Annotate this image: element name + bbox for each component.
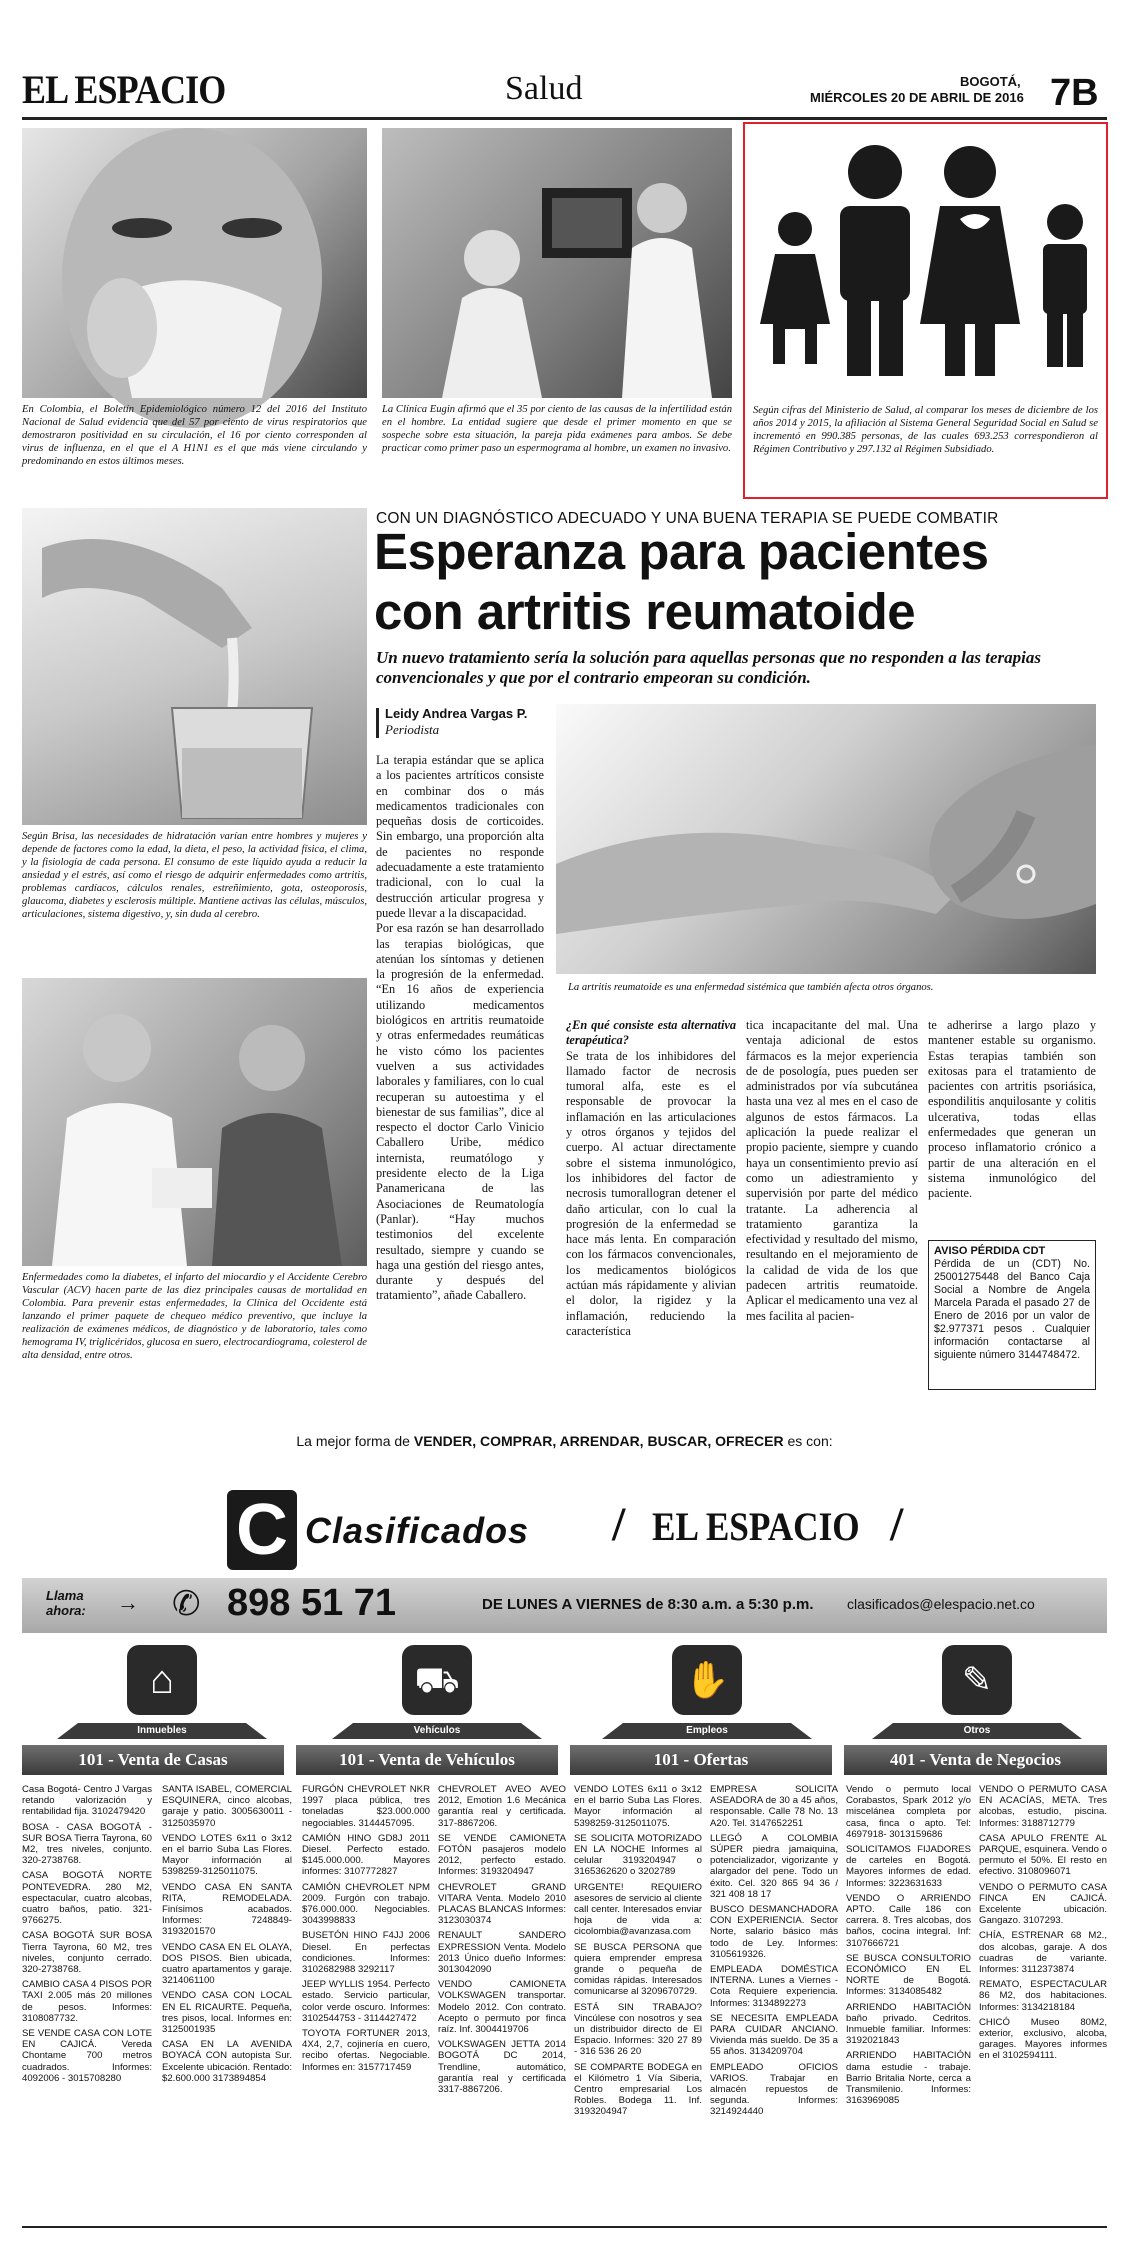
cat-label-vehiculos: Vehículos <box>413 1725 461 1736</box>
classified-ad: Vendo o permuto local Corabastos, Spark 2012 y/o miscelánea completa por casa, finca o apto. Tel: 4697918- 3013159686 <box>846 1784 971 1840</box>
classified-ad: ARRIENDO HABITACIÓN baño privado. Cedritos. Inmueble familiar. Informes: 3192021843 <box>846 2001 971 2047</box>
logo-c-letter: C <box>227 1490 297 1570</box>
classified-ad: CAMIÓN CHEVROLET NPM 2009. Furgón con trabajo. $76.000.000. Negociables. 3043998833 <box>302 1881 430 1927</box>
bottom-rule <box>22 2226 1107 2228</box>
water-glass-icon <box>22 508 367 825</box>
classified-ad: SE BUSCA CONSULTORIO ECONÓMICO EN EL NORTE de Bogotá. Informes: 3134085482 <box>846 1952 971 1998</box>
section-header-vehiculos: 101 - Venta de Vehículos <box>296 1745 558 1775</box>
classified-ad: CASA APULO FRENTE AL PARQUE, esquinera. Vendo o permuto el 50%. El resto en efectivo. 3108096071 <box>979 1832 1107 1878</box>
cat-tab-inmuebles <box>57 1645 267 1745</box>
article-col3: tica incapacitante del mal. Una ventaja adicional de estos fármacos es la mejor experiencia de de posología, pues pueden ser administrados por vía subcutánea hasta una vez al mes en el caso de algunos de estos fármacos. La aplicación la puede realizar el propio paciente, siempre y cuando haya un consentimiento previo así como un adiestramiento y supervisión por parte del médico tratante. La adherencia al tratamiento garantiza la efectividad y resultado del mismo, resultando en el mejoramiento de la calidad de vida de los que padecen artritis reumatoide. Aplicar el medicamento una vez al mes facilita al pacien- <box>746 1018 918 1323</box>
classified-ad: SE BUSCA PERSONA que quiera emprender empresa grande o pequeña de comidas rápidas. Interesados comunicarse al 3209670729. <box>574 1941 702 1998</box>
woman-flu-photo <box>22 128 367 398</box>
clasificados-logo <box>227 1490 617 1570</box>
classified-ad: VENDO CASA EN SANTA RITA, REMODELADA. Finísimos acabados. Informes: 7248849-3193201570 <box>162 1881 292 1938</box>
clinic-photo <box>382 128 732 398</box>
classified-ad: CAMBIO CASA 4 PISOS POR TAXI 2.005 más 20 millones de pesos. Informes: 3108087732. <box>22 1979 152 2024</box>
classified-ad: BUSCO DESMANCHADORA CON EXPERIENCIA. Sector Norte, salario básico más todo de Ley. Informes: 3105619326. <box>710 1904 838 1960</box>
col1-para2: Por esa razón se han desarrollado las terapias biológicas, que atenúan los síntomas y detienen la progresión de la enfermedad. “En 16 años de experiencia utilizando medicamentos biológicos en artritis reumatoide y otras enfermedades reumáticas he visto cómo los pacientes vuelven a sus actividades laborales y familiares, con lo cual recuperan su autoestima y el bienestar de sus familias”, dice al respecto el doctor Carlo Vinicio Caballero Uribe, médico internista, reumatólogo y presidente electo de la Liga Panamericana de las Asociaciones de Reumatología (Panlar). “Hay muchos testimonios del excelente resultado, siempre y cuando se haga una gestión del riesgo antes, durante y después del tratamiento”, añade Caballero. <box>376 921 544 1303</box>
classified-ad: LLEGÓ A COLOMBIA SÚPER piedra jamaiquina, potencializador, vigorizante y alargador del pene. Todo un éxito. Cel. 320 865 94 36 / 321 408 18 17 <box>710 1832 838 1900</box>
office-hours: DE LUNES A VIERNES de 8:30 a.m. a 5:30 p.m. <box>482 1596 814 1613</box>
classified-ad: VENDO O PERMUTO CASA EN ACACÍAS, META. Tres alcobas, estudio, piscina. Informes: 3188712779 <box>979 1784 1107 1829</box>
hands-photo <box>556 704 1096 974</box>
classified-ad: ARRIENDO HABITACIÓN dama estudie - trabaje. Barrio Britalia Norte, cerca a Transmilenio. Informes: 3163969085 <box>846 2050 971 2107</box>
classified-ad: SE COMPARTE BODEGA en el Kilómetro 1 Vía Siberia, Centro empresarial Los Robles. Bodega 11. Inf. 3193204947 <box>574 2061 702 2118</box>
section-header-ofertas: 101 - Ofertas <box>570 1745 832 1775</box>
classified-ad: CHEVROLET GRAND VITARA Venta. Modelo 2010 PLACAS BLANCAS Informes: 3123030374 <box>438 1881 566 1927</box>
classified-ad: CHICÓ Museo 80M2, exterior, exclusivo, alcoba, garages. Mayores informes en el 3102594111. <box>979 2016 1107 2062</box>
arthritic-hands-icon <box>556 704 1096 974</box>
slash-1: / <box>612 1498 626 1551</box>
house-icon: ⌂ <box>127 1645 197 1715</box>
phone-number[interactable]: 898 51 71 <box>227 1582 397 1624</box>
ads-col-2 <box>162 1784 292 2224</box>
aviso-title: AVISO PÉRDIDA CDT <box>934 1245 1046 1257</box>
article-col2 <box>566 1018 736 1338</box>
caption-hydration: Según Brisa, las necesidades de hidratación varían entre hombres y mujeres y depende de factores como la edad, la dieta, el peso, la actividad física, el clima, y la fisiología de cada persona. El consumo de este líquido ayuda a reducir la ansiedad y el estrés, así como el riesgo de adquirir enfermedades como artritis, problemas cardíacos, cálculos renales, estreñimiento, gota, osteoporosis, glaucoma, diabetes y esclerosis múltiple. Mantiene activas las células, músculos, articulaciones, sistema digestivo, y, sin duda al cerebro. <box>22 831 367 920</box>
clasificados-brand: EL ESPACIO <box>652 1504 860 1549</box>
byline-bar <box>376 708 379 738</box>
tagline-pre: La mejor forma de <box>296 1433 414 1449</box>
woman-sneezing-icon <box>22 128 367 398</box>
classified-ad: VENDO O ARRIENDO APTO. Calle 186 con carrera. 8. Tres alcobas, dos baños, cocina integral. Inf: 3107666721 <box>846 1892 971 1949</box>
classified-ad: CAMIÓN HINO GD8J 2011 Diesel. Perfecto estado. $145.000.000. Mayores informes: 3107772827 <box>302 1832 430 1878</box>
ads-col-3 <box>302 1784 430 2224</box>
cat-label-otros: Otros <box>963 1725 991 1736</box>
water-photo <box>22 508 367 825</box>
classified-ad: SANTA ISABEL, COMERCIAL ESQUINERA, cinco alcobas, garaje y patio. 3005630011 - 3125035970 <box>162 1784 292 1829</box>
tagline-bold: VENDER, COMPRAR, ARRENDAR, BUSCAR, OFRECER <box>413 1433 784 1449</box>
caption-flu: En Colombia, el Boletín Epidemiológico número 12 del 2016 del Instituto Nacional de Salud evidencia que del 57 por ciento de virus respiratorios que demostraron positividad en su circulación, el 16 por ciento corresponden al virus de influenza, en el que el A H1N1 es el que más viene circulando y predominando en estos últimos meses. <box>22 404 367 467</box>
header-rule <box>22 117 1107 120</box>
tag-icon: ✎ <box>942 1645 1012 1715</box>
classified-ad: CASA BOGOTÁ NORTE PONTEVEDRA. 280 M2, espectacular, cuatro alcobas, cuatro baños, patio. 321-9766275. <box>22 1870 152 1927</box>
classified-ad: ESTÁ SIN TRABAJO? Vincúlese con nosotros y sea un distribuidor directo de El Espacio. Informes: 320 27 89 - 316 536 26 20 <box>574 2001 702 2058</box>
header-city: BOGOTÁ, <box>960 74 1021 89</box>
classified-ad: VENDO LOTES 6x11 o 3x12 en el barrio Suba Las Flores. Mayor información al 5398259-3125011075. <box>574 1784 702 1829</box>
headline-line2: con artritis reumatoide <box>374 583 916 640</box>
classified-ad: FURGÓN CHEVROLET NKR 1997 placa pública, tres toneladas $23.000.000 negociables. 3144457095. <box>302 1784 430 1829</box>
classified-ad: SOLICITAMOS FIJADORES de carteles en Bogotá. Mayores informes de edad. Informes: 3223631633 <box>846 1844 971 1889</box>
author-name: Leidy Andrea Vargas P. <box>385 706 528 721</box>
contact-bar <box>22 1578 1107 1633</box>
classified-ad: SE NECESITA EMPLEADA PARA CUIDAR ANCIANO. Vivienda más sueldo. De 35 a 55 años. 3134209704 <box>710 2012 838 2058</box>
classified-ad: JEEP WYLLIS 1954. Perfecto estado. Servicio particular, color verde oscuro. Informes: 3102544753 - 3114427472 <box>302 1979 430 2024</box>
ads-col-8 <box>979 1784 1107 2224</box>
classified-ad: BUSETÓN HINO F4JJ 2006 Diesel. En perfectas condiciones. Informes: 3102682988 3292117 <box>302 1930 430 1976</box>
family-box <box>743 122 1108 499</box>
cat-tab-empleos <box>602 1645 812 1745</box>
section-header-casas: 101 - Venta de Casas <box>22 1745 284 1775</box>
caption-affiliation: Según cifras del Ministerio de Salud, al comparar los meses de diciembre de los años 2014 y 2015, la afiliación al Sistema General Seguridad Social en Salud se incrementó en 990.385 personas, de las cuales 693.253 correspondieron al Régimen Contributivo y 297.132 al Régimen Subsidiado. <box>753 405 1098 455</box>
cat-tab-otros <box>872 1645 1082 1745</box>
header-date: MIÉRCOLES 20 DE ABRIL DE 2016 <box>810 90 1024 105</box>
article-deck: Un nuevo tratamiento sería la solución para aquellas personas que no responden a las terapias convencionales y que por el contrario empeoran su condición. <box>376 648 1041 687</box>
cat-tab-vehiculos <box>332 1645 542 1745</box>
caption-infertility: La Clínica Eugin afirmó que el 35 por ciento de las causas de la infertilidad están en el hombre. La entidad sugiere que desde el primer momento en que se sospeche sobre esta situación, la pareja pida exámenes para ambos. Se debe practicar como primer paso un espermograma al hombre, un examen no invasivo. <box>382 404 732 454</box>
phone-icon: ✆ <box>172 1585 201 1623</box>
classified-ad: CASA EN LA AVENIDA BOYACÁ CON autopista Sur. Excelente ubicación. Rentado: $2.600.000 3173894854 <box>162 2039 292 2084</box>
classified-ad: EMPLEADO OFICIOS VARIOS. Trabajar en almacén repuestos de segunda. Informes: 3214924440 <box>710 2061 838 2118</box>
ads-col-6 <box>710 1784 838 2224</box>
subhead-question: ¿En qué consiste esta alternativa terapéutica? <box>566 1018 736 1048</box>
headline-line1: Esperanza para pacientes <box>374 523 989 580</box>
cat-label-empleos: Empleos <box>686 1725 728 1736</box>
doctor-ultrasound-icon <box>382 128 732 398</box>
classified-ad: CHEVROLET AVEO AVEO 2012, Emotion 1.6 Mecánica garantía real y certificada. 317-8867206. <box>438 1784 566 1829</box>
aviso-body: Pérdida de un (CDT) No. 25001275448 del Banco Caja Social a Nombre de Angela Marcela Parada el pasado 27 de Enero de 2016 por un valor de $2.977371 pesos . Cualquier información contactarse al siguiente número 3144748472. <box>934 1258 1090 1361</box>
arrow-right-icon: → <box>117 1590 139 1615</box>
author-role: Periodista <box>385 722 440 737</box>
classified-ad: REMATO, ESPECTACULAR 86 M2, dos habitaciones. Informes: 3134218184 <box>979 1979 1107 2013</box>
car-icon: ⛟ <box>402 1645 472 1715</box>
classified-ad: URGENTE! REQUIERO asesores de servicio al cliente call center. Interesados enviar hoja de vida a: cicolombia@avanzasa.com <box>574 1881 702 1938</box>
col2-text: Se trata de los inhibidores del llamado factor de necrosis tumoral alfa, este es el responsable de provocar la inflamación en las articulaciones y otros órganos y tejidos del cuerpo. Al actuar directamente sobre el sistema inmunológico, los inhibidores del factor de necrosis tumorallogran detener el daño articular, con lo cual la progresión de la enfermedad se hace más lenta. En comparación con los fármacos convencionales, los medicamentos biológicos actúan más rápidamente y alivian el dolor, la rigidez y la inflamación, reduciendo la característica <box>566 1048 736 1338</box>
classified-ad: TOYOTA FORTUNER 2013, 4X4, 2,7, cojinería en cuero, recibo ofertas. Negociable. Informes en: 3157717459 <box>302 2028 430 2073</box>
classified-ad: EMPRESA SOLICITA ASEADORA de 30 a 45 años, responsable. Calle 78 No. 13 A20. Tel. 3147652251 <box>710 1784 838 1829</box>
masthead-brand: EL ESPACIO <box>22 67 226 112</box>
classified-ad: Casa Bogotá- Centro J Vargas retando valorización y rentabilidad fija. 3102479420 <box>22 1784 152 1818</box>
tagline <box>22 1433 1107 1449</box>
doctor-patient-photo <box>22 978 367 1266</box>
ads-col-7 <box>846 1784 971 2224</box>
article-col1 <box>376 753 544 1323</box>
ads-col-5 <box>574 1784 702 2224</box>
classified-ad: EMPLEADA DOMÉSTICA INTERNA. Lunes a Viernes - Cota Requiere experiencia. Informes: 3134892273 <box>710 1964 838 2009</box>
col1-para1: La terapia estándar que se aplica a los pacientes artríticos consiste en combinar dos o más medicamentos tradicionales con pequeñas dosis de corticoides. Sin embargo, una proporción alta de pacientes no responde adecuadamente a este tratamiento tradicional, con lo cual la destrucción articular progresa y puede llevar a la discapacidad. <box>376 753 544 920</box>
classified-ad: SE VENDE CAMIONETA FOTÓN pasajeros modelo 2012, perfecto estado. Informes: 3193204947 <box>438 1832 566 1878</box>
classified-ad: SE SOLICITA MOTORIZADO EN LA NOCHE Informes al celular 3193204947 o 3165362620 o 3202789 <box>574 1832 702 1878</box>
article-kicker: CON UN DIAGNÓSTICO ADECUADO Y UNA BUENA TERAPIA SE PUEDE COMBATIR <box>376 510 999 527</box>
caption-arthritis: La artritis reumatoide es una enfermedad sistémica que también afecta otros órganos. <box>568 982 934 993</box>
tagline-post: es con: <box>783 1433 833 1449</box>
classified-ad: SE VENDE CASA CON LOTE EN CAJICÁ. Vereda Chontame 700 metros cuadrados. Informes: 4092006 - 3015708280 <box>22 2028 152 2084</box>
cat-label-inmuebles: Inmuebles <box>137 1725 187 1736</box>
slash-2: / <box>890 1498 904 1551</box>
caption-prevention: Enfermedades como la diabetes, el infarto del miocardio y el Accidente Cerebro Vascular (ACV) hacen parte de las diez principales causas de mortalidad en Colombia. Para prevenir estas enfermedades, la Clínica del Occidente está lanzando el primer paquete de chequeo médico preventivo, que incluye la realización de exámenes médicos, de diagnóstico y de laboratorio, tales como hemograma IV, triglicéridos, glucosa en suero, electrocardiograma, colesterol de alta densidad, entre otros. <box>22 1272 367 1361</box>
logo-text: Clasificados <box>305 1510 530 1551</box>
aviso-box <box>928 1240 1096 1390</box>
classified-ad: VENDO CASA CON LOCAL EN EL RICAURTE. Pequeña, tres pisos, local. Informes en: 3125001935 <box>162 1990 292 2036</box>
classified-ad: VENDO CASA EN EL OLAYA, DOS PISOS. Bien ubicada, cuatro apartamentos y garaje. 3214061100 <box>162 1941 292 1987</box>
handshake-icon: ✋ <box>672 1645 742 1715</box>
family-icon <box>745 124 1106 394</box>
call-label: Llama ahora: <box>46 1588 86 1618</box>
section-name: Salud <box>505 70 583 107</box>
ads-col-1 <box>22 1784 152 2224</box>
article-col4: te adherirse a largo plazo y mantener estable su organismo. Estas terapias también son exitosas para el tratamiento de pacientes con artritis psoriásica, espondilitis anquilosante y colitis ulcerativa, todas ellas enfermedades que generan un proceso inflamatorio crónico a partir de una alteración en el sistema inmunológico del paciente. <box>928 1018 1096 1201</box>
classified-ad: CASA BOGOTÁ SUR BOSA Tierra Tayrona, 60 M2, tres niveles, conjunto cerrado. 320-2738768. <box>22 1930 152 1976</box>
contact-email[interactable]: clasificados@elespacio.net.co <box>847 1596 1035 1612</box>
classified-ad: VENDO O PERMUTO CASA FINCA EN CAJICÁ. Excelente ubicación. Gangazo. 3107293. <box>979 1881 1107 1927</box>
classified-ad: BOSA - CASA BOGOTÁ - SUR BOSA Tierra Tayrona, 60 M2, tres niveles, conjunto. 320-2738768. <box>22 1821 152 1867</box>
classified-ad: VOLKSWAGEN JETTA 2014 BOGOTÁ DC 2014, Trendline, automático, garantía real y certificada 3317-8867206. <box>438 2039 566 2096</box>
classified-ad: VENDO LOTES 6x11 o 3x12 en el barrio Suba Las Flores. Mayor información al 5398259-3125011075. <box>162 1832 292 1878</box>
classified-ad: RENAULT SANDERO EXPRESSION Venta. Modelo 2013 Único dueño Informes: 3013042090 <box>438 1930 566 1976</box>
ads-col-4 <box>438 1784 566 2224</box>
section-header-negocios: 401 - Venta de Negocios <box>844 1745 1107 1775</box>
classified-ad: CHÍA, ESTRENAR 68 M2., dos alcobas, garaje. A dos cuadras de variante. Informes: 3112373874 <box>979 1930 1107 1976</box>
page-number: 7B <box>1050 72 1099 114</box>
doctor-consultation-icon <box>22 978 367 1266</box>
classified-ad: VENDO CAMIONETA VOLKSWAGEN transportar. Modelo 2012. Con contrato. Acepto o permuto por finca raíz. Inf. 3004419706 <box>438 1979 566 2036</box>
